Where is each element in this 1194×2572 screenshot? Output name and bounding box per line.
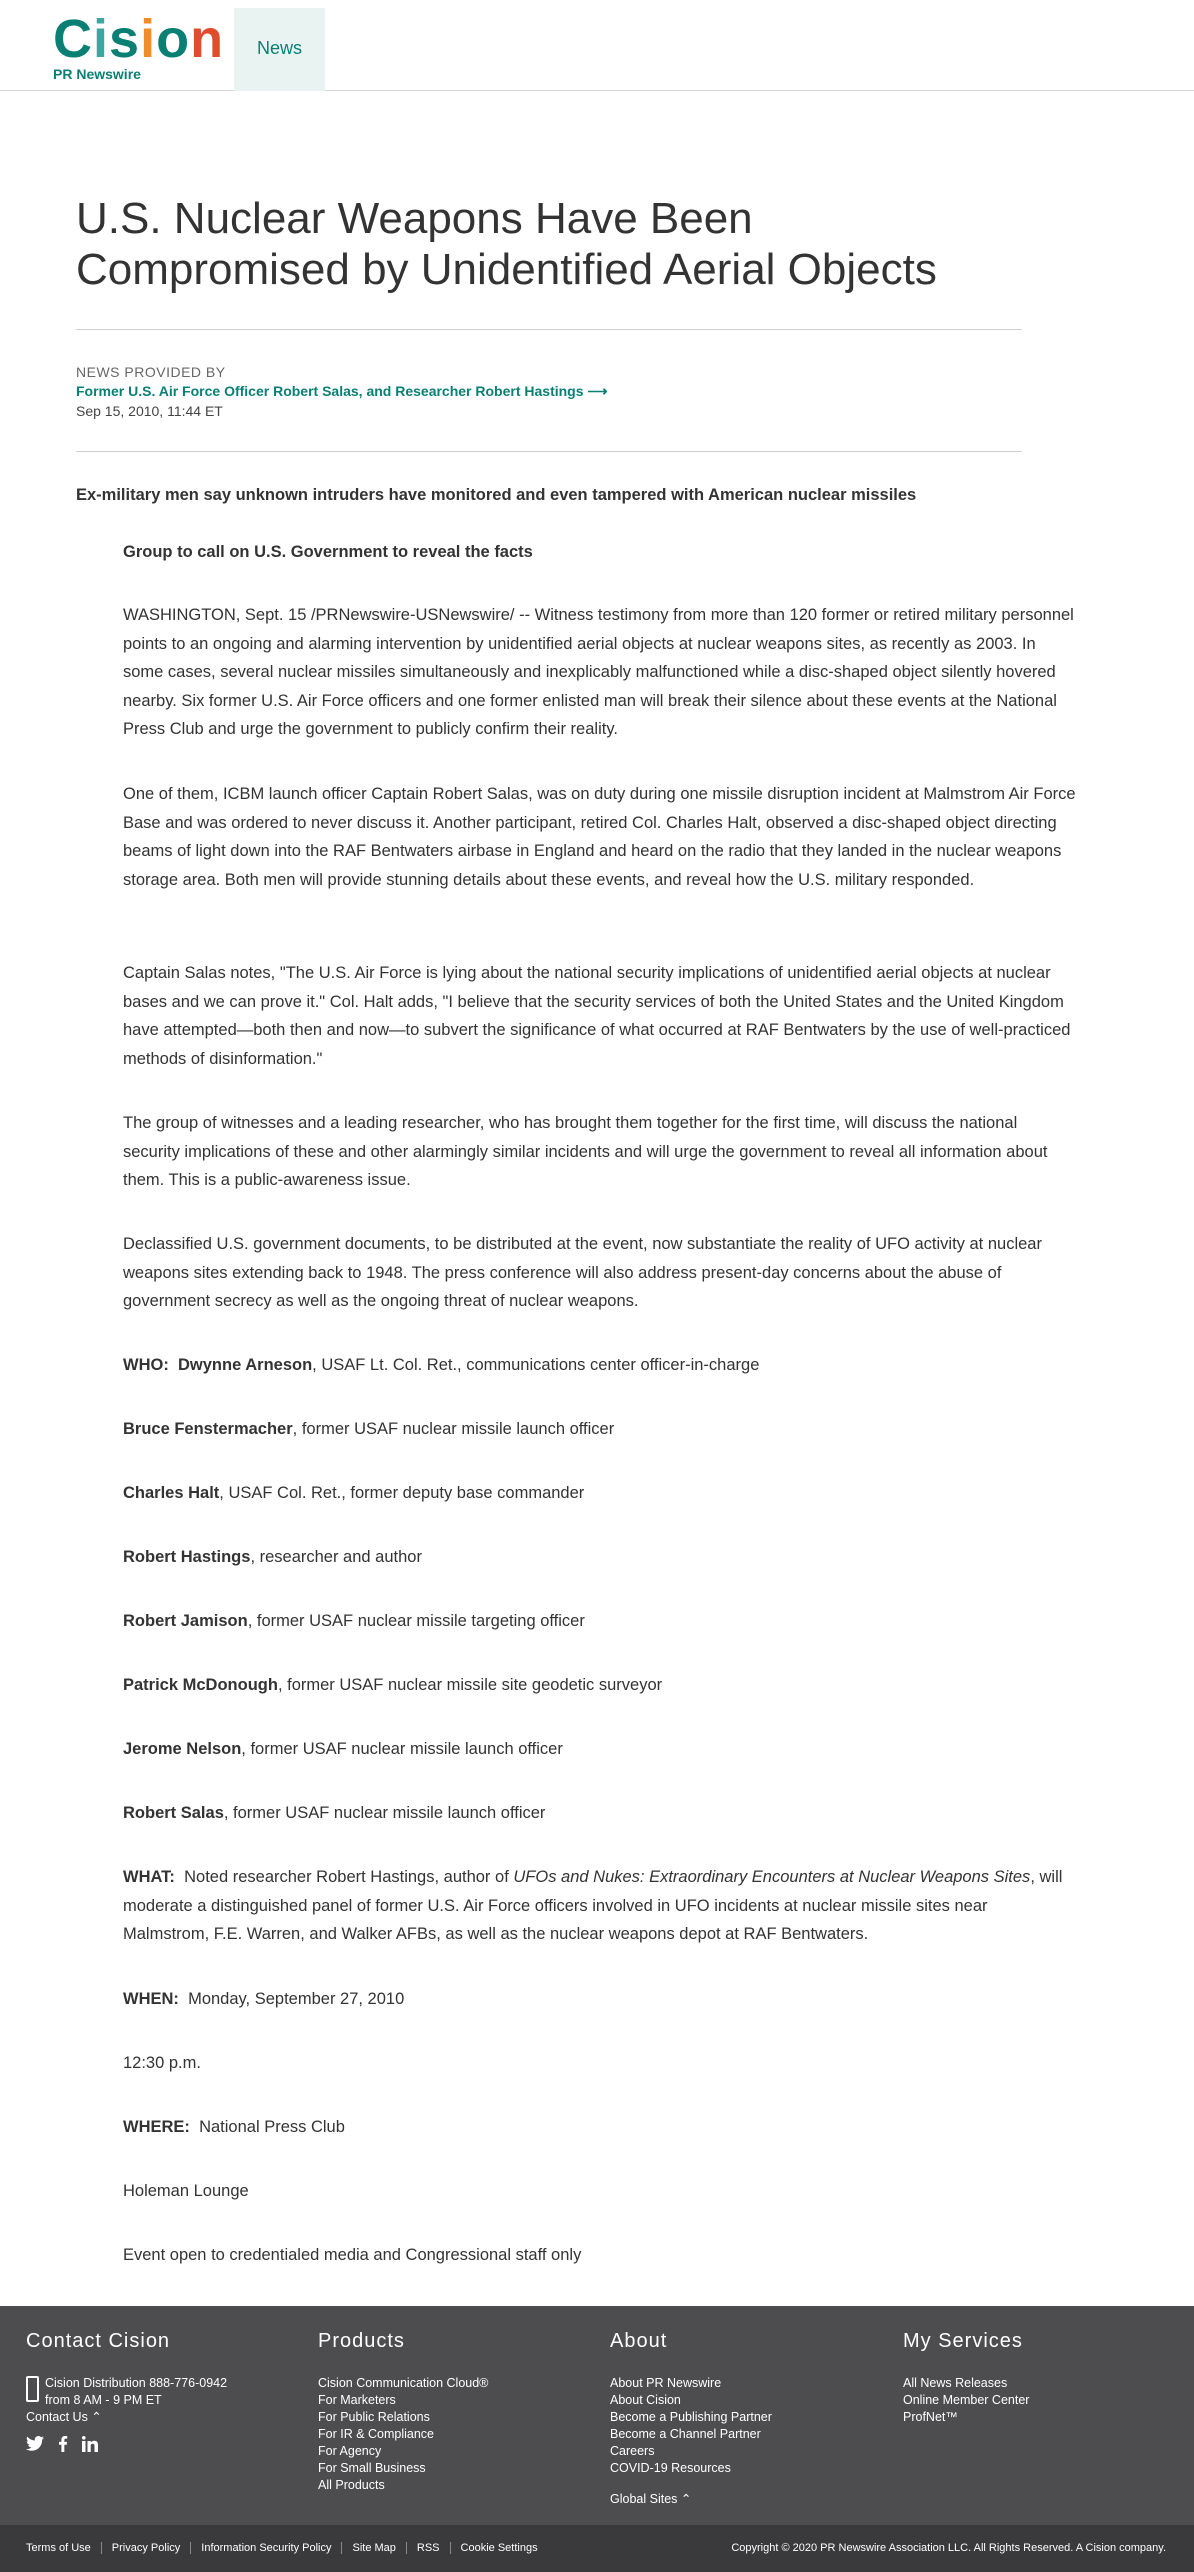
footer-link[interactable]: Become a Publishing Partner bbox=[610, 2410, 772, 2424]
person-desc: , former USAF nuclear missile site geodetic surveyor bbox=[277, 1676, 663, 1694]
news-provided-by-label: NEWS PROVIDED BY bbox=[76, 364, 226, 380]
what-text-pre: Noted researcher Robert Hastings, author of bbox=[184, 1868, 514, 1886]
where-value: National Press Club bbox=[199, 2118, 345, 2136]
legal-links bbox=[26, 2542, 548, 2554]
logo-wordmark: C i s i o n bbox=[53, 9, 225, 69]
terms-link[interactable]: Terms of Use bbox=[26, 2542, 91, 2554]
footer-link[interactable]: About Cision bbox=[610, 2393, 681, 2407]
where-line bbox=[123, 2113, 1078, 2142]
contact-phone bbox=[26, 2375, 227, 2409]
footer-link[interactable]: All Products bbox=[318, 2478, 385, 2492]
contact-line: Cision Distribution 888-776-0942 bbox=[45, 2376, 228, 2390]
paragraph: The group of witnesses and a leading researcher, who has brought them together for the first time, will discuss the national security implications of these and other alarmingly similar incidents and will urge the government to reveal all information about them. This is a public-awareness issue. bbox=[123, 1114, 1048, 1189]
footer-contact bbox=[26, 2330, 227, 2456]
contact-hours: from 8 AM - 9 PM ET bbox=[45, 2393, 162, 2407]
article-subheadline-2: Group to call on U.S. Government to reveal the facts bbox=[123, 543, 533, 561]
footer-link[interactable]: For Marketers bbox=[318, 2393, 396, 2407]
when-label: WHEN: bbox=[123, 1990, 179, 2008]
footer-heading: Products bbox=[318, 2330, 405, 2352]
person-line bbox=[123, 1799, 1078, 1828]
privacy-link[interactable]: Privacy Policy bbox=[101, 2542, 190, 2554]
footer-link[interactable]: Careers bbox=[610, 2444, 655, 2458]
footer-link[interactable]: All News Releases bbox=[903, 2376, 1008, 2390]
paragraph: Declassified U.S. government documents, to be distributed at the event, now substantiate the reality of UFO activity at nuclear weapons sites extending back to 1948. The press conference will also address present-day concerns about the abuse of government secrecy as well as the ongoing threat of nuclear weapons. bbox=[123, 1235, 1042, 1310]
footer-about bbox=[610, 2330, 772, 2508]
person-desc: , USAF Col. Ret., former deputy base commander bbox=[219, 1484, 585, 1502]
linkedin-icon[interactable] bbox=[82, 2436, 98, 2456]
who-line bbox=[123, 1351, 1078, 1380]
book-title: UFOs and Nukes: Extraordinary Encounters at Nuclear Weapons Sites bbox=[513, 1868, 1031, 1886]
room-line: Holeman Lounge bbox=[123, 2182, 249, 2200]
person-name: Robert Jamison bbox=[123, 1612, 248, 1630]
security-policy-link[interactable]: Information Security Policy bbox=[190, 2542, 341, 2554]
where-label: WHERE: bbox=[123, 2118, 190, 2136]
footer-link[interactable]: For Public Relations bbox=[318, 2410, 430, 2424]
person-name: Robert Hastings bbox=[123, 1548, 251, 1566]
person-line bbox=[123, 1735, 1078, 1764]
time-line: 12:30 p.m. bbox=[123, 2054, 201, 2072]
site-footer bbox=[0, 2306, 1194, 2525]
person-name: Charles Halt bbox=[123, 1484, 220, 1502]
footer-link[interactable]: COVID-19 Resources bbox=[610, 2461, 731, 2475]
person-name: Bruce Fenstermacher bbox=[123, 1420, 293, 1438]
person-name: Dwynne Arneson bbox=[178, 1356, 313, 1374]
when-line bbox=[123, 1985, 1078, 2014]
cision-logo[interactable] bbox=[53, 9, 225, 82]
footer-products bbox=[318, 2330, 488, 2494]
person-desc: , former USAF nuclear missile launch officer bbox=[241, 1740, 563, 1758]
footer-link[interactable]: For Agency bbox=[318, 2444, 382, 2458]
person-line bbox=[123, 1671, 1078, 1700]
footer-link[interactable]: ProfNet™ bbox=[903, 2410, 958, 2424]
when-value: Monday, September 27, 2010 bbox=[188, 1990, 405, 2008]
what-paragraph bbox=[123, 1863, 1078, 1949]
person-line bbox=[123, 1479, 1078, 1508]
nav-news-tab[interactable]: News bbox=[234, 8, 325, 91]
what-label: WHAT: bbox=[123, 1868, 175, 1886]
contact-us-link[interactable]: Contact Us ⌃ bbox=[26, 2410, 102, 2424]
phone-icon bbox=[26, 2376, 39, 2402]
provider-link[interactable] bbox=[76, 383, 608, 400]
legal-bar bbox=[0, 2525, 1194, 2572]
footer-link[interactable]: Cision Communication Cloud® bbox=[318, 2376, 489, 2390]
provider-name: Former U.S. Air Force Officer Robert Salas, and Researcher Robert Hastings bbox=[76, 383, 584, 399]
person-name: Patrick McDonough bbox=[123, 1676, 278, 1694]
cookie-settings-link[interactable]: Cookie Settings bbox=[450, 2542, 548, 2554]
rss-link[interactable]: RSS bbox=[406, 2542, 450, 2554]
footer-link[interactable]: Become a Channel Partner bbox=[610, 2427, 761, 2441]
paragraph: WASHINGTON, Sept. 15 /PRNewswire-USNewswire/ -- Witness testimony from more than 120 former or retired military personnel points to an ongoing and alarming intervention by unidentified aerial objects at nuclear weapons sites, as recently as 2003. In some cases, several nuclear missiles simultaneously and inexplicably malfunctioned while a disc-shaped object silently hovered nearby. Six former U.S. Air Force officers and one former enlisted man will break their silence about these events at the National Press Club and urge the government to publicly confirm their reality. bbox=[123, 606, 1074, 738]
paragraph: One of them, ICBM launch officer Captain Robert Salas, was on duty during one missile disruption incident at Malmstrom Air Force Base and was ordered to never discuss it. Another participant, retired Col. Charles Halt, observed a disc-shaped object directing beams of light down into the RAF Bentwaters airbase in England and heard on the radio that they landed in the nuclear weapons storage area. Both men will provide stunning details about these events, and reveal how the U.S. military responded. bbox=[123, 785, 1076, 889]
copyright-text: Copyright © 2020 PR Newswire Association LLC. All Rights Reserved. A Cision company. bbox=[731, 2542, 1166, 2554]
person-line bbox=[123, 1607, 1078, 1636]
footer-link[interactable]: For Small Business bbox=[318, 2461, 426, 2475]
footer-heading: Contact Cision bbox=[26, 2330, 171, 2352]
who-label: WHO: bbox=[123, 1356, 169, 1374]
site-header bbox=[0, 0, 1194, 91]
publish-date: Sep 15, 2010, 11:44 ET bbox=[76, 403, 223, 419]
footer-link[interactable]: Online Member Center bbox=[903, 2393, 1030, 2407]
person-name: Jerome Nelson bbox=[123, 1740, 242, 1758]
footer-link[interactable]: For IR & Compliance bbox=[318, 2427, 435, 2441]
divider bbox=[76, 451, 1022, 452]
twitter-icon[interactable] bbox=[26, 2436, 44, 2456]
article-title: U.S. Nuclear Weapons Have Been Compromised by Unidentified Aerial Objects bbox=[76, 194, 937, 294]
access-line: Event open to credentialed media and Congressional staff only bbox=[123, 2246, 582, 2264]
footer-heading: About bbox=[610, 2330, 668, 2352]
article-subheadline: Ex-military men say unknown intruders have monitored and even tampered with American nuclear missiles bbox=[76, 486, 917, 504]
footer-link[interactable]: About PR Newswire bbox=[610, 2376, 722, 2390]
facebook-icon[interactable] bbox=[58, 2436, 68, 2456]
footer-heading: My Services bbox=[903, 2330, 1023, 2352]
person-line bbox=[123, 1543, 1078, 1572]
social-links bbox=[26, 2436, 227, 2456]
footer-services bbox=[903, 2330, 1029, 2426]
arrow-right-icon: ⟶ bbox=[587, 383, 608, 399]
person-line bbox=[123, 1415, 1078, 1444]
person-desc: , former USAF nuclear missile launch officer bbox=[292, 1420, 615, 1438]
divider bbox=[76, 329, 1022, 330]
person-desc: , USAF Lt. Col. Ret., communications center officer-in-charge bbox=[312, 1356, 760, 1374]
logo-subtitle: PR Newswire bbox=[53, 66, 141, 82]
person-desc: , former USAF nuclear missile launch officer bbox=[223, 1804, 546, 1822]
what-text-post: , will moderate a distinguished panel of former U.S. Air Force officers involved in UFO incidents at nuclear missile sites near Malmstrom, F.E. Warren, and Walker AFBs, as well as the nuclear weapons depot at RAF Bentwaters. bbox=[123, 1868, 1063, 1943]
person-desc: , researcher and author bbox=[250, 1548, 422, 1566]
site-map-link[interactable]: Site Map bbox=[341, 2542, 405, 2554]
global-sites-link[interactable]: Global Sites ⌃ bbox=[610, 2492, 692, 2506]
person-name: Robert Salas bbox=[123, 1804, 224, 1822]
person-desc: , former USAF nuclear missile targeting officer bbox=[247, 1612, 585, 1630]
paragraph: Captain Salas notes, "The U.S. Air Force is lying about the national security implications of unidentified aerial objects at nuclear bases and we can prove it." Col. Halt adds, "I believe that the security services of both the United States and the United Kingdom have attempted—both then and now—to subvert the significance of what occurred at RAF Bentwaters by the use of well-practiced methods of disinformation." bbox=[123, 964, 1071, 1068]
